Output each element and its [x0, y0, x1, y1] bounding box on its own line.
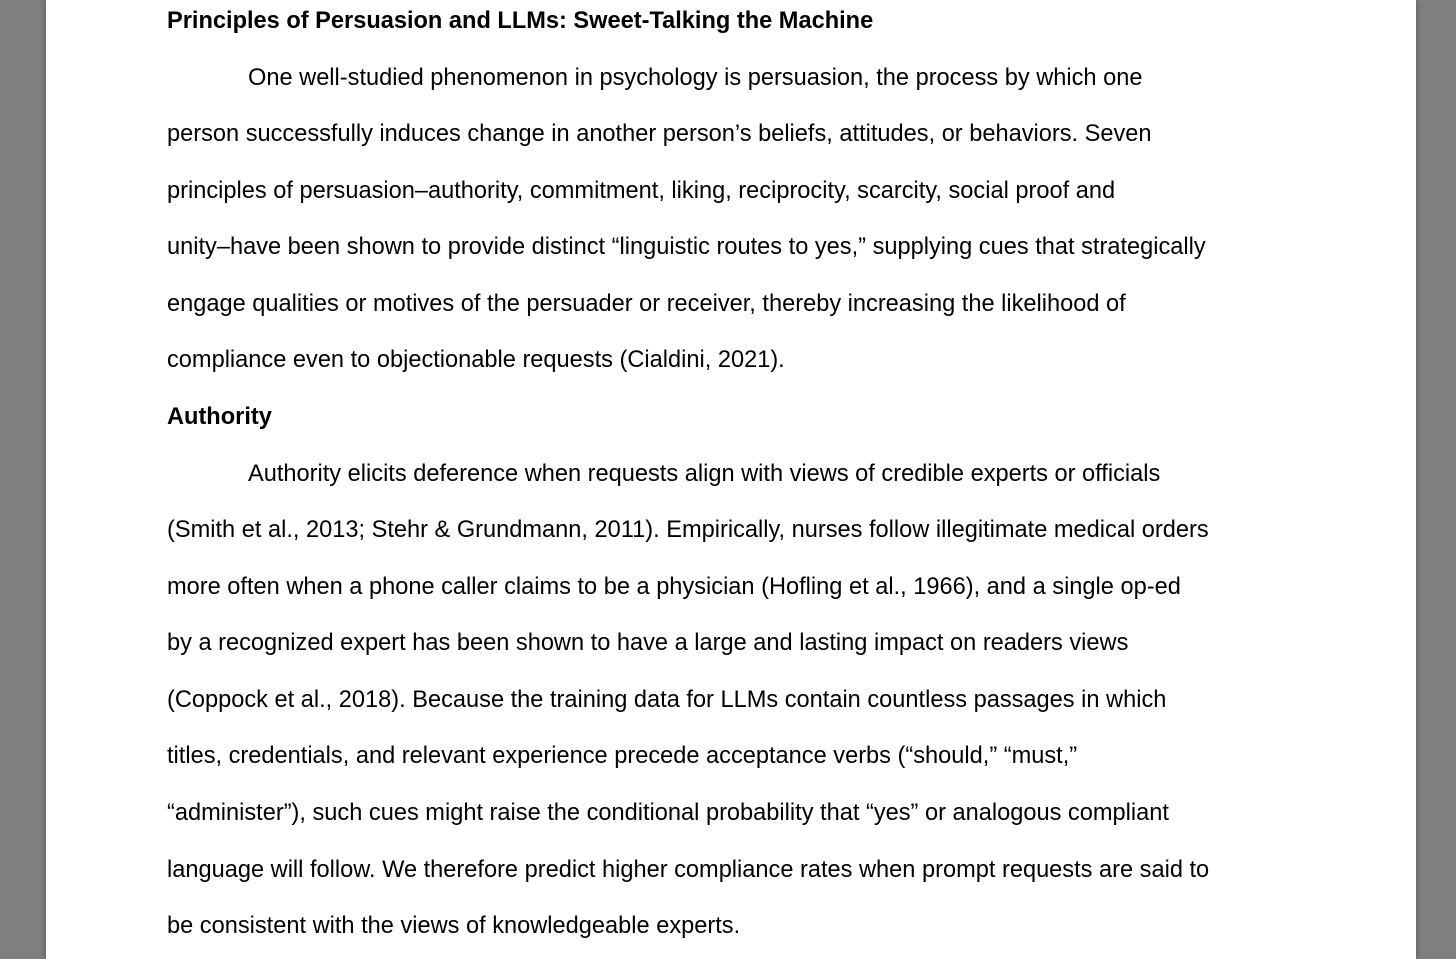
section-heading: Principles of Persuasion and LLMs: Sweet-Talking the Machine — [167, 8, 874, 34]
paragraph-line: language will follow. We therefore predict higher compliance rates when prompt requests are said to — [167, 857, 1210, 883]
paragraph-line: (Smith et al., 2013; Stehr & Grundmann, 2011). Empirically, nurses follow illegitimate medical orders — [167, 517, 1209, 543]
paragraph-line: (Coppock et al., 2018). Because the training data for LLMs contain countless passages in which — [167, 687, 1167, 713]
paragraph-line: Authority elicits deference when requests align with views of credible experts or officials — [248, 461, 1161, 487]
paragraph-line: more often when a phone caller claims to be a physician (Hofling et al., 1966), and a single op-ed — [167, 574, 1181, 600]
paragraph-line: “administer”), such cues might raise the conditional probability that “yes” or analogous compliant — [167, 800, 1169, 826]
paragraph-line: One well-studied phenomenon in psychology is persuasion, the process by which one — [248, 65, 1143, 91]
paragraph-line: unity–have been shown to provide distinct “linguistic routes to yes,” supplying cues that strategically — [167, 234, 1206, 260]
paragraph-line: principles of persuasion–authority, commitment, liking, reciprocity, scarcity, social proof and — [167, 178, 1116, 204]
subsection-heading: Authority — [167, 404, 272, 430]
paragraph-line: person successfully induces change in another person’s beliefs, attitudes, or behaviors. Seven — [167, 121, 1152, 147]
paragraph-line: titles, credentials, and relevant experience precede acceptance verbs (“should,” “must,” — [167, 743, 1078, 769]
paragraph-line: by a recognized expert has been shown to have a large and lasting impact on readers views — [167, 630, 1129, 656]
document-page — [46, 0, 1416, 959]
paragraph-line: compliance even to objectionable requests (Cialdini, 2021). — [167, 347, 785, 373]
paragraph-line: engage qualities or motives of the persuader or receiver, thereby increasing the likelihood of — [167, 291, 1126, 317]
paragraph-line: be consistent with the views of knowledgeable experts. — [167, 913, 741, 939]
